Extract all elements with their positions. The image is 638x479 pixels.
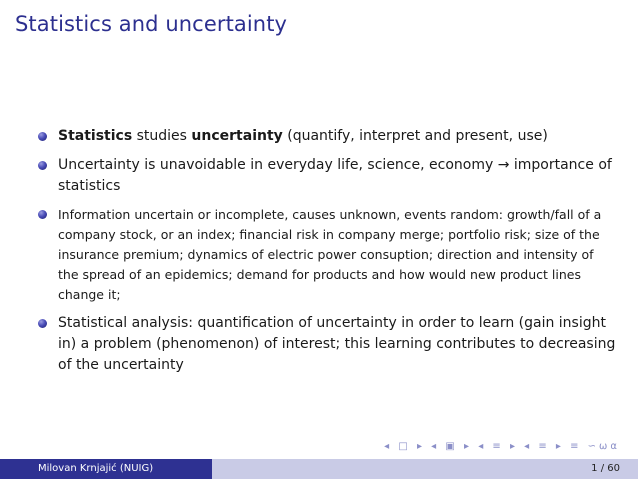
bullet-bold-term: uncertainty [191, 128, 283, 144]
bullet-ball-icon [38, 132, 47, 141]
bullet-list [38, 126, 618, 384]
bullet-item [38, 313, 618, 376]
bullet-item [38, 205, 618, 305]
bullet-ball-icon [38, 210, 47, 219]
beamer-navigation-icons[interactable]: ◂ □ ▸ ◂ ▣ ▸ ◂ ≡ ▸ ◂ ≡ ▸ ≡ ∽⍵⍺ [384, 441, 620, 452]
bullet-item [38, 126, 618, 147]
slide-title: Statistics and uncertainty [15, 12, 288, 36]
bullet-bold-term: Statistics [58, 128, 133, 144]
bullet-text: studies [132, 128, 192, 144]
bullet-text: (quantify, interpret and present, use) [282, 128, 548, 144]
bullet-ball-icon [38, 161, 47, 170]
bullet-ball-icon [38, 319, 47, 328]
footer-author: Milovan Krnjajić (NUIG) [0, 459, 212, 479]
footer-bar [0, 459, 638, 479]
bullet-text: Uncertainty is unavoidable in everyday life, science, economy → importance of statistics [58, 157, 612, 194]
bullet-item [38, 155, 618, 197]
footer-page-number: 1 / 60 [212, 459, 638, 479]
bullet-text: Information uncertain or incomplete, causes unknown, events random: growth/fall of a company stock, or an index; financial risk in company merge; portfolio risk; size of the insurance premium; dynamics of electric power consuption; direction and intensity of the spread of an epidemics; demand for products and how would new product lines change it; [58, 207, 602, 302]
bullet-text: Statistical analysis: quantification of uncertainty in order to learn (gain insight in) a problem (phenomenon) of interest; this learning contributes to decreasing of the uncertainty [58, 315, 616, 373]
